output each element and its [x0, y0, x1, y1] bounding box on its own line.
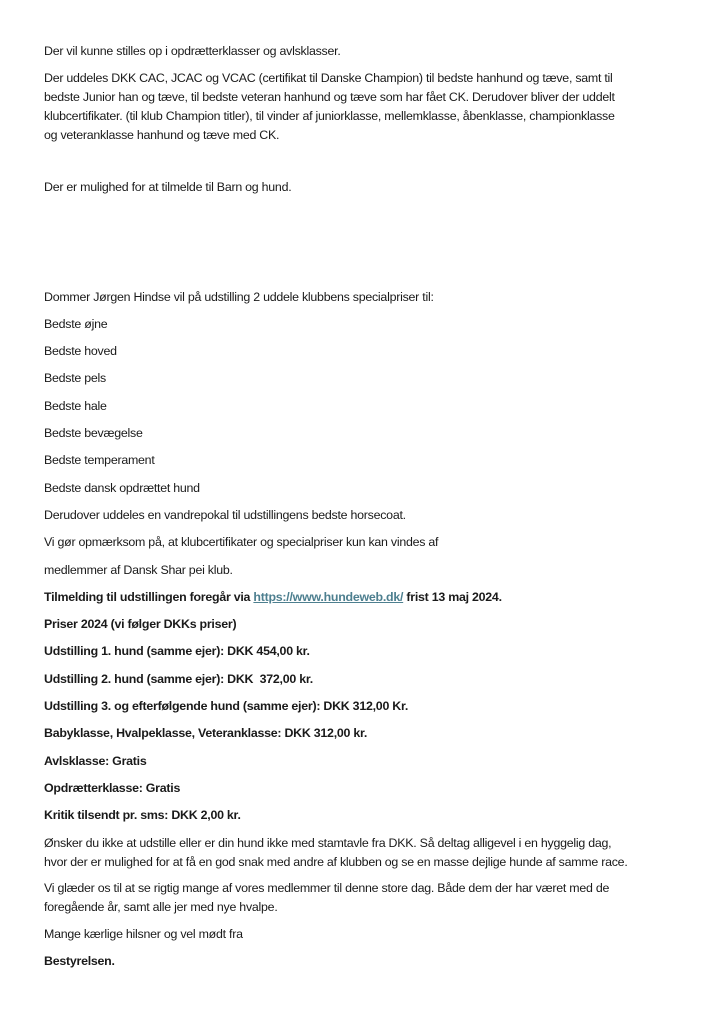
registration-prefix: Tilmelding til udstillingen foregår via [44, 590, 254, 604]
welcome-line-1: Vi glæder os til at se rigtig mange af vores medlemmer til denne store dag. Både dem der har været med de [44, 881, 610, 895]
child-and-dog-line: Der er mulighed for at tilmelde til Barn og hund. [44, 180, 292, 194]
registration-suffix: frist 13 maj 2024. [403, 590, 502, 604]
hundeweb-link[interactable]: https://www.hundeweb.dk/ [253, 590, 404, 604]
special-prize-item: Bedste pels [44, 371, 106, 385]
certificates-line-4: og veteranklasse hanhund og tæve med CK. [44, 128, 280, 142]
price-item: Udstilling 1. hund (samme ejer): DKK 454,00 kr. [44, 644, 310, 658]
signature: Bestyrelsen. [44, 954, 115, 968]
price-item: Udstilling 2. hund (samme ejer): DKK 372,00 kr. [44, 672, 313, 686]
invitation-line-2: hvor der er mulighed for at få en god snak med andre af klubben og se en masse dejlige hunde af samme race. [44, 855, 628, 869]
special-prize-item: Bedste øjne [44, 317, 108, 331]
certificates-line-2: bedste Junior han og tæve, til bedste veteran hanhund og tæve som har fået CK. Derudover bliver der uddelt [44, 90, 615, 104]
special-prize-item: Bedste temperament [44, 453, 155, 467]
price-item: Udstilling 3. og efterfølgende hund (samme ejer): DKK 312,00 Kr. [44, 699, 409, 713]
price-item: Babyklasse, Hvalpeklasse, Veteranklasse: DKK 312,00 kr. [44, 726, 368, 740]
price-item: Opdrætterklasse: Gratis [44, 781, 181, 795]
price-item: Kritik tilsendt pr. sms: DKK 2,00 kr. [44, 808, 241, 822]
price-item: Avlsklasse: Gratis [44, 754, 147, 768]
prices-heading: Priser 2024 (vi følger DKKs priser) [44, 617, 237, 631]
special-prize-item: Bedste bevægelse [44, 426, 143, 440]
special-prize-item: Bedste hoved [44, 344, 117, 358]
trophy-line: Derudover uddeles en vandrepokal til udstillingens bedste horsecoat. [44, 508, 406, 522]
judge-intro: Dommer Jørgen Hindse vil på udstilling 2 uddele klubbens specialpriser til: [44, 290, 434, 304]
special-prize-item: Bedste dansk opdrættet hund [44, 481, 200, 495]
intro-line: Der vil kunne stilles op i opdrætterklasser og avlsklasser. [44, 44, 341, 58]
notice-line-1: Vi gør opmærksom på, at klubcertifikater og specialpriser kun kan vindes af [44, 535, 439, 549]
welcome-line-2: foregående år, samt alle jer med nye hvalpe. [44, 900, 278, 914]
notice-line-2: medlemmer af Dansk Shar pei klub. [44, 563, 233, 577]
registration-line [44, 588, 502, 607]
special-prize-item: Bedste hale [44, 399, 107, 413]
certificates-line-1: Der uddeles DKK CAC, JCAC og VCAC (certifikat til Danske Champion) til bedste hanhund og tæve, samt til [44, 71, 613, 85]
invitation-line-1: Ønsker du ikke at udstille eller er din hund ikke med stamtavle fra DKK. Så deltag alligevel i en hyggelig dag, [44, 836, 612, 850]
certificates-line-3: klubcertifikater. (til klub Champion titler), til vinder af juniorklasse, mellemklasse, åbenklasse, championklasse [44, 109, 615, 123]
closing-line: Mange kærlige hilsner og vel mødt fra [44, 927, 243, 941]
